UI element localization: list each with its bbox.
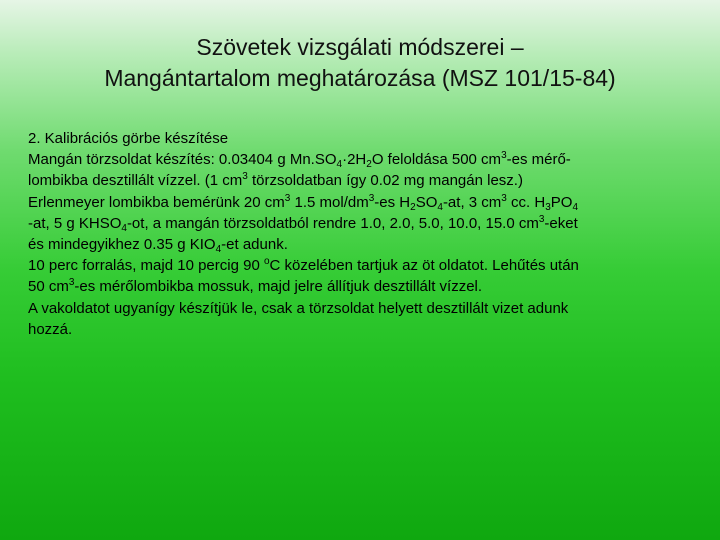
- text-segment: PO: [550, 193, 573, 211]
- subscript: 4: [336, 159, 343, 171]
- text-segment: Mangán törzsoldat készítés: 0.03404 g Mn.SO: [28, 151, 337, 169]
- text-segment: ·2H: [342, 151, 367, 169]
- text-segment: -es mérőlombikba mossuk, majd jelre állítjuk desztillált vízzel.: [74, 278, 483, 296]
- text-segment: -et adunk.: [221, 236, 288, 254]
- subscript: 2: [410, 201, 416, 213]
- text-segment: -es mérő-: [506, 151, 571, 169]
- text-segment: O feloldása 500 cm: [371, 151, 502, 169]
- slide-title-line-2: Mangántartalom meghatározása (MSZ 101/15-84): [104, 65, 616, 91]
- body-line-4: [28, 213, 692, 234]
- body-line-8: A vakoldatot ugyanígy készítjük le, csak a törzsoldat helyett desztillált vizet adunk: [28, 299, 569, 317]
- superscript: 3: [501, 192, 507, 204]
- body-line-3: [28, 192, 692, 213]
- text-segment: 1.5 mol/dm: [290, 193, 369, 211]
- superscript: 3: [68, 277, 75, 289]
- superscript: 3: [538, 213, 545, 225]
- superscript: 3: [284, 192, 291, 204]
- slide-title: [0, 32, 720, 94]
- body-line-5: [28, 234, 692, 255]
- body-line-1: [28, 149, 692, 170]
- body-line-2: [28, 170, 692, 191]
- subscript: 4: [121, 222, 127, 234]
- subscript: 3: [545, 201, 551, 213]
- subscript: 4: [437, 201, 443, 213]
- text-segment: -ot, a mangán törzsoldatból rendre 1.0, 2.0, 5.0, 10.0, 15.0 cm: [126, 214, 539, 232]
- subscript: 4: [572, 201, 579, 213]
- body-line-6: [28, 255, 692, 276]
- text-segment: C közelében tartjuk az öt oldatot. Lehűtés után: [269, 257, 579, 275]
- text-segment: -at, 3 cm: [442, 193, 502, 211]
- text-segment: cc. H: [506, 193, 546, 211]
- superscript: 3: [242, 171, 248, 183]
- text-segment: lombikba desztillált vízzel. (1 cm: [28, 172, 243, 190]
- text-segment: és mindegyikhez 0.35 g KIO: [28, 236, 216, 254]
- text-segment: Erlenmeyer lombikba bemérünk 20 cm: [28, 193, 285, 211]
- text-segment: törzsoldatban így 0.02 mg mangán lesz.): [247, 172, 523, 190]
- text-segment: 50 cm: [28, 278, 69, 296]
- body-line-7: [28, 276, 692, 297]
- superscript: o: [263, 256, 270, 268]
- slide-title-line-1: Szövetek vizsgálati módszerei –: [196, 34, 524, 60]
- subscript: 2: [366, 159, 372, 171]
- text-segment: -at, 5 g KHSO: [28, 214, 122, 232]
- text-segment: -es H: [374, 193, 411, 211]
- superscript: 3: [501, 150, 507, 162]
- slide-body: [28, 128, 692, 340]
- text-segment: -eket: [544, 214, 578, 232]
- text-segment: 10 perc forralás, majd 10 percig 90: [28, 257, 264, 275]
- subscript: 4: [215, 244, 222, 256]
- text-segment: SO: [415, 193, 438, 211]
- section-heading: 2. Kalibrációs görbe készítése: [28, 130, 229, 147]
- body-line-9: hozzá.: [28, 320, 73, 338]
- superscript: 3: [368, 192, 375, 204]
